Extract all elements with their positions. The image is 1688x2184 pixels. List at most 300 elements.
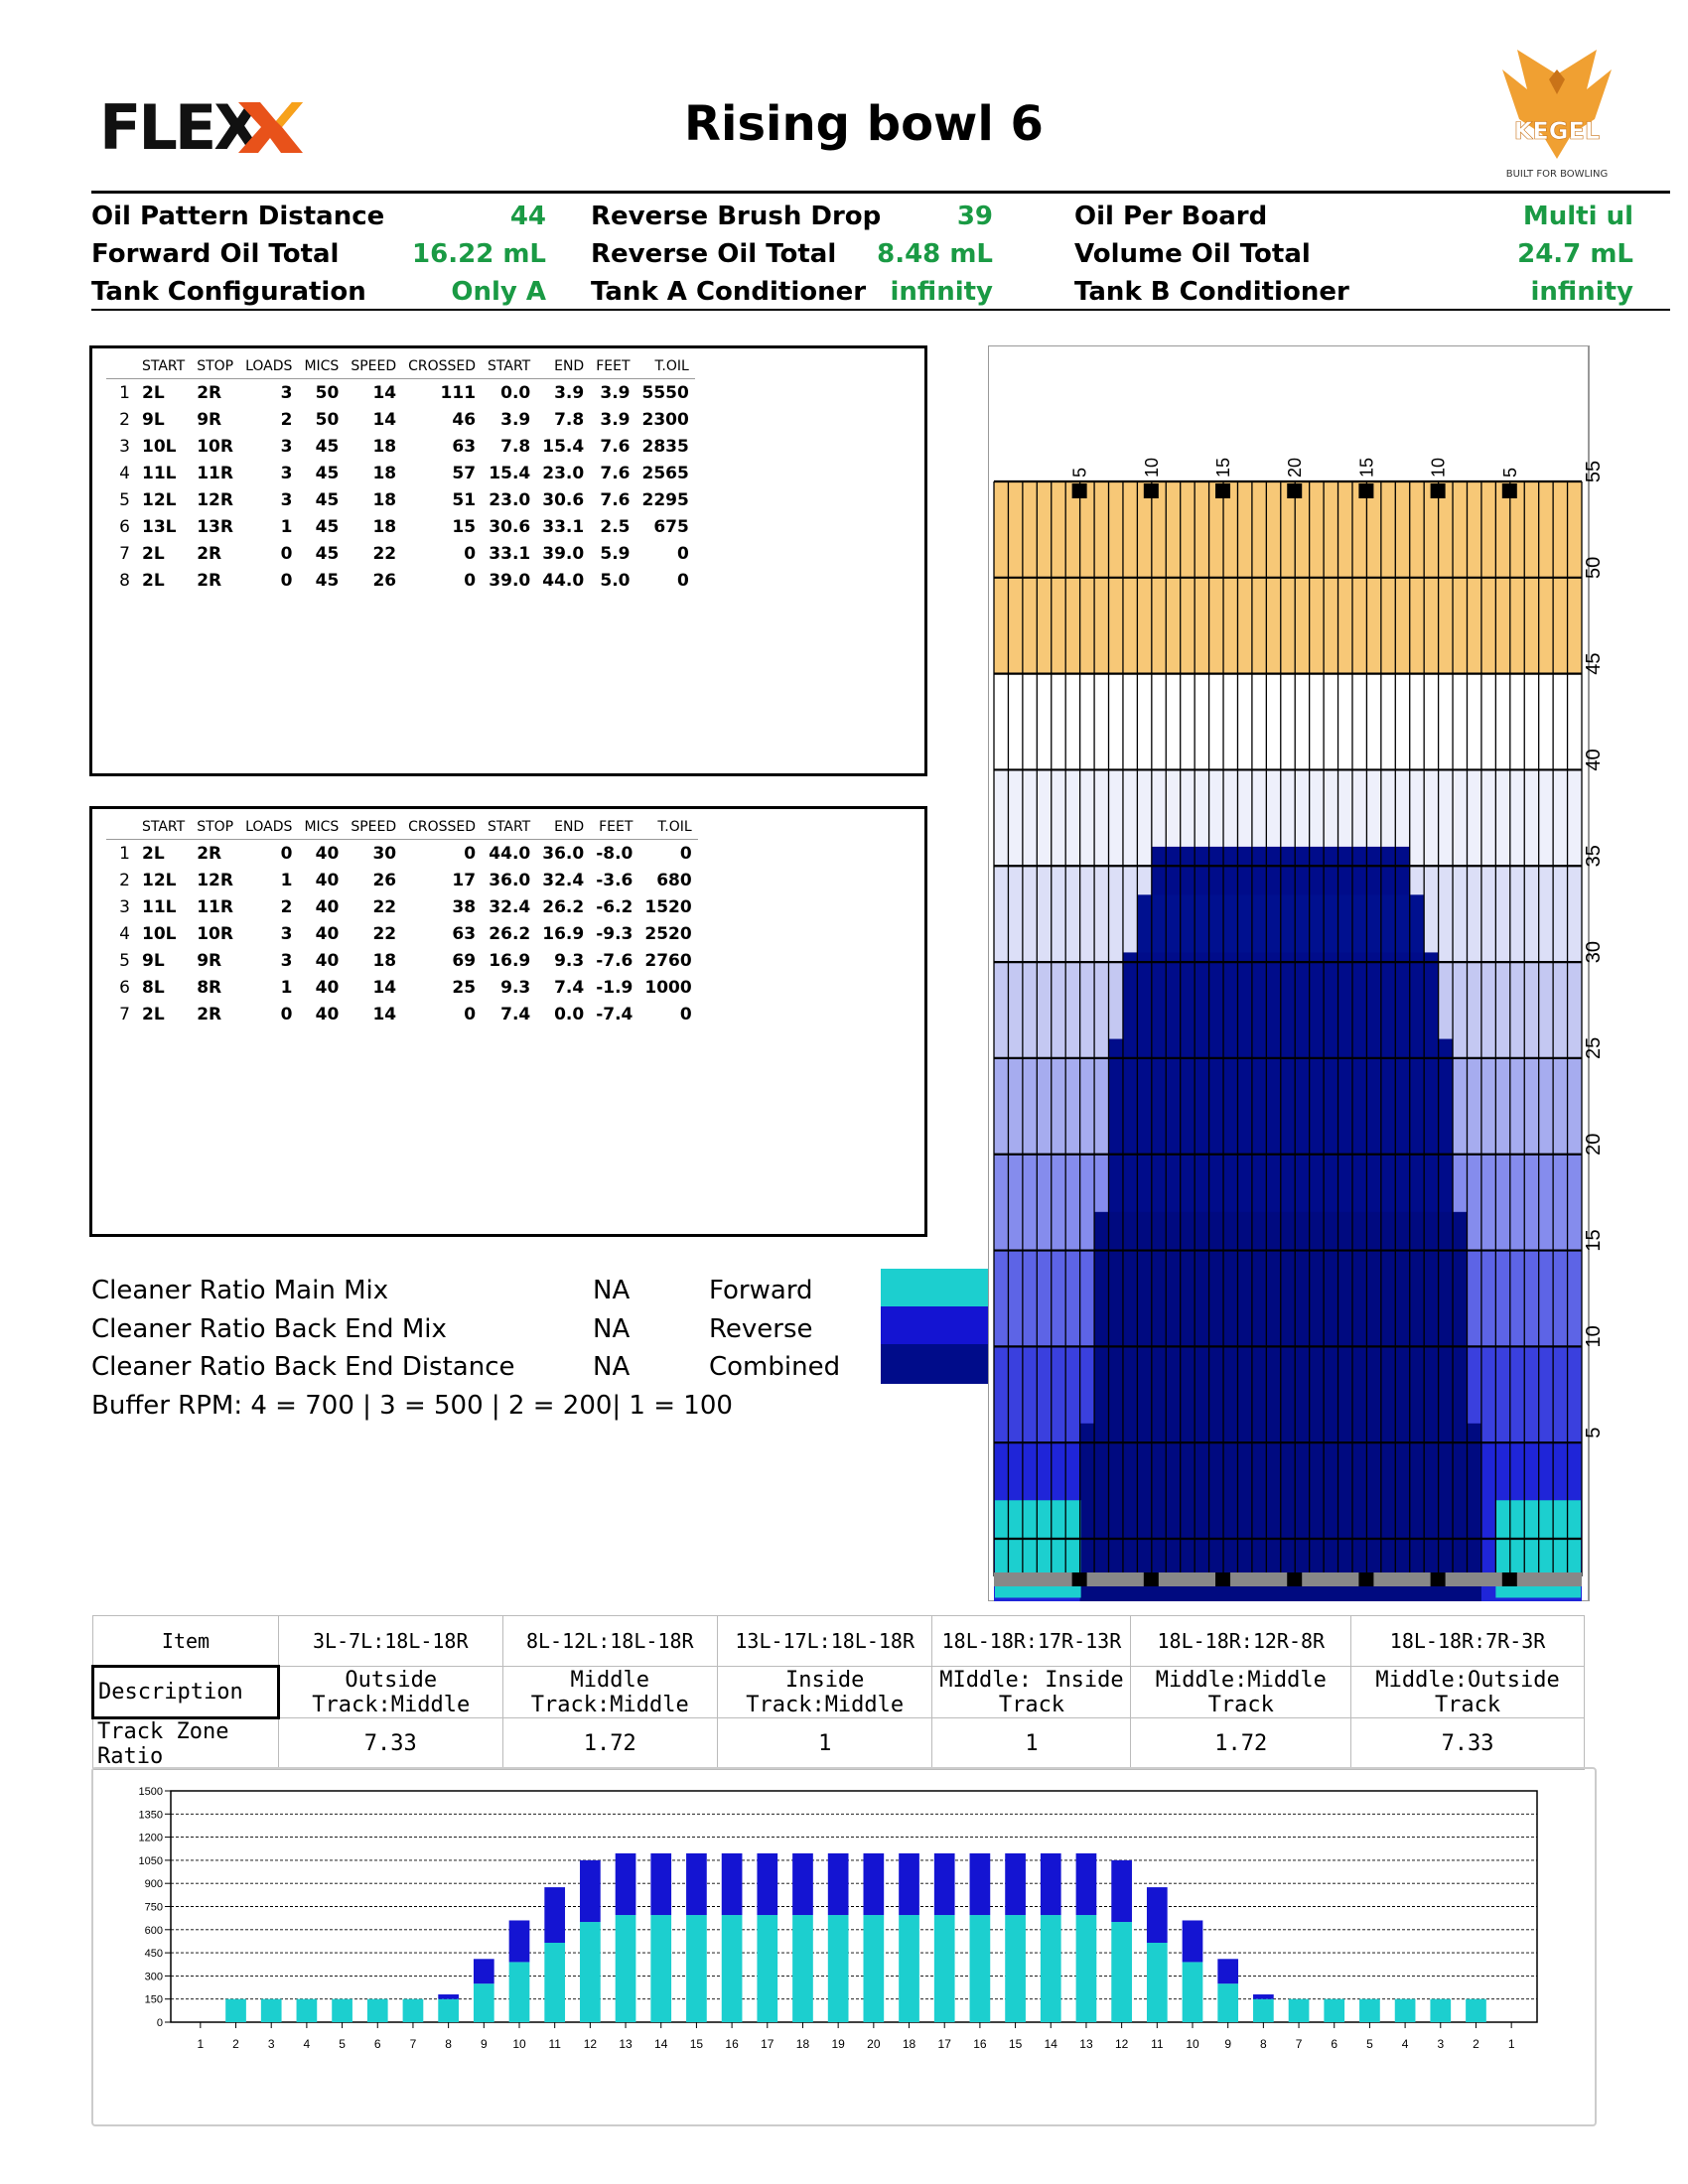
reverse-step-cell: 1000 <box>644 977 692 998</box>
reverse-step-cell: -9.3 <box>596 923 633 944</box>
bar-segment <box>403 1999 424 2022</box>
forward-header-mics: MICS <box>298 354 345 379</box>
reverse-header-speed: SPEED <box>345 815 402 840</box>
forward-step-cell: 3.9 <box>500 409 531 430</box>
forward-step-cell: 18 <box>372 489 397 510</box>
reverse-step-cell: 32.4 <box>489 896 531 917</box>
bar-segment <box>828 1853 849 1915</box>
cleaner-back-end-mix-value: NA <box>593 1313 631 1344</box>
reverse-step-cell: 2760 <box>644 950 692 971</box>
forward-step-cell: 7.6 <box>600 463 631 483</box>
forward-step-row <box>106 406 695 433</box>
forward-step-cell: 5.9 <box>600 543 631 564</box>
forward-step-cell: 13R <box>197 516 233 537</box>
reverse-step-cell: 6 <box>119 977 130 998</box>
bar-y-tick-label: 1050 <box>138 1854 163 1867</box>
reverse-step-cell: 36.0 <box>542 843 585 864</box>
bar-segment <box>509 1962 530 2022</box>
reverse-step-cell: 22 <box>372 923 397 944</box>
forward-step-cell: 45 <box>315 463 340 483</box>
forward-step-cell: 18 <box>372 463 397 483</box>
bar-segment <box>616 1853 636 1915</box>
reverse-brush-drop-label: Reverse Brush Drop <box>591 202 882 231</box>
forward-step-cell: 39.0 <box>542 543 585 564</box>
bar-segment <box>1111 1860 1132 1922</box>
lane-arrow-marker <box>1502 483 1517 498</box>
lane-dot-marker <box>1072 1572 1087 1586</box>
reverse-step-row <box>106 947 698 974</box>
forward-step-cell: 12R <box>197 489 233 510</box>
forward-header-crossed: CROSSED <box>402 354 482 379</box>
bar-segment <box>1466 1999 1486 2022</box>
reverse-step-cell: 11R <box>197 896 233 917</box>
bar-segment <box>757 1915 777 2022</box>
forward-step-cell: 6 <box>119 516 130 537</box>
bar-x-tick-label: 14 <box>1044 2037 1057 2051</box>
forward-step-cell: 18 <box>372 436 397 457</box>
reverse-step-cell: 14 <box>372 1004 397 1024</box>
reverse-step-cell: 69 <box>452 950 477 971</box>
reverse-step-cell: 3 <box>119 896 130 917</box>
bar-segment <box>934 1915 955 2022</box>
legend-reverse-label: Reverse <box>709 1313 813 1344</box>
reverse-step-cell: 25 <box>452 977 477 998</box>
forward-step-cell: 0 <box>280 570 293 591</box>
legend-forward-label: Forward <box>709 1276 813 1305</box>
reverse-step-row <box>106 893 698 920</box>
reverse-step-cell: 0 <box>464 843 477 864</box>
kegel-logo <box>1497 50 1617 184</box>
reverse-step-cell: 32.4 <box>542 870 585 890</box>
bar-segment <box>1289 1999 1310 2022</box>
legend-reverse-swatch <box>881 1306 993 1344</box>
forward-step-cell: 2295 <box>641 489 689 510</box>
bar-segment <box>544 1943 565 2022</box>
forward-step-cell: 23.0 <box>542 463 585 483</box>
bar-x-tick-label: 15 <box>1008 2037 1023 2051</box>
bar-x-tick-label: 18 <box>795 2037 810 2051</box>
reverse-step-cell: -8.0 <box>596 843 633 864</box>
reverse-header-start: START <box>136 815 191 840</box>
reverse-step-cell: 40 <box>315 1004 340 1024</box>
forward-step-cell: 44.0 <box>542 570 585 591</box>
oil-volume-bar-chart <box>93 1769 1595 2124</box>
reverse-step-cell: 38 <box>452 896 477 917</box>
track-zone-ratio-header: Track Zone Ratio <box>93 1718 279 1770</box>
bar-x-tick-label: 7 <box>1295 2037 1303 2051</box>
bar-segment <box>792 1915 813 2022</box>
bar-x-tick-label: 4 <box>303 2037 311 2051</box>
bar-segment <box>474 1983 494 2022</box>
reverse-step-cell: 9L <box>142 950 165 971</box>
reverse-brush-drop-value: 39 <box>956 202 993 231</box>
reverse-step-cell: 8L <box>142 977 165 998</box>
lane-distance-label: 10 <box>1583 1325 1605 1348</box>
forward-step-cell: 51 <box>452 489 477 510</box>
bar-segment <box>828 1915 849 2022</box>
bar-segment <box>899 1853 919 1915</box>
reverse-step-cell: 0 <box>280 843 293 864</box>
bar-x-tick-label: 8 <box>445 2037 452 2051</box>
forward-step-cell: 7 <box>119 543 130 564</box>
tank-a-conditioner-label: Tank A Conditioner <box>591 277 867 307</box>
lane-dot-marker <box>1431 1572 1446 1586</box>
forward-step-cell: 675 <box>653 516 689 537</box>
reverse-step-row <box>106 1001 698 1027</box>
volume-oil-total-label: Volume Oil Total <box>1074 239 1311 269</box>
reverse-step-cell: 9R <box>197 950 222 971</box>
lane-distance-label: 40 <box>1583 749 1605 771</box>
forward-step-cell: 0 <box>676 543 689 564</box>
lane-dot-marker <box>1502 1572 1517 1586</box>
lane-oil-graph <box>988 345 1623 1601</box>
volume-oil-total-value: 24.7 mL <box>1517 239 1633 269</box>
reverse-step-cell: 11L <box>142 896 177 917</box>
reverse-step-cell: -1.9 <box>596 977 633 998</box>
legend-combined-swatch <box>881 1344 993 1384</box>
bar-x-tick-label: 11 <box>1151 2037 1164 2051</box>
reverse-step-cell: 44.0 <box>489 843 531 864</box>
forward-header-speed: SPEED <box>345 354 402 379</box>
flex-logo-text: FLEX <box>99 97 259 157</box>
tank-configuration-value: Only A <box>451 277 546 307</box>
lane-board-label: 5 <box>1069 467 1090 478</box>
forward-step-cell: 7.8 <box>500 436 531 457</box>
bar-segment <box>1147 1943 1168 2022</box>
reverse-step-cell: 9.3 <box>500 977 531 998</box>
bar-segment <box>1324 1999 1344 2022</box>
header-rule <box>91 191 1670 194</box>
bar-segment <box>225 1999 246 2022</box>
bar-x-tick-label: 12 <box>583 2037 598 2051</box>
lane-arrow-marker <box>1287 483 1302 498</box>
legend-combined-label: Combined <box>709 1352 841 1382</box>
forward-oil-total-label: Forward Oil Total <box>91 239 340 269</box>
bar-segment <box>332 1999 352 2022</box>
bar-segment <box>1183 1920 1203 1962</box>
forward-step-cell: 45 <box>315 543 340 564</box>
bar-segment <box>1005 1915 1026 2022</box>
bar-x-tick-label: 2 <box>232 2037 239 2051</box>
reverse-step-cell: 40 <box>315 923 340 944</box>
track-zone-ratio-cell: 7.33 <box>279 1718 503 1770</box>
reverse-step-cell: 680 <box>656 870 692 890</box>
reverse-header-crossed: CROSSED <box>402 815 482 840</box>
forward-step-cell: 3 <box>280 382 293 403</box>
forward-step-cell: 2R <box>197 382 222 403</box>
lane-distance-label: 25 <box>1583 1036 1605 1060</box>
bar-segment <box>616 1915 636 2022</box>
bar-segment <box>757 1853 777 1915</box>
forward-step-cell: 7.6 <box>600 489 631 510</box>
bar-x-tick-label: 12 <box>1114 2037 1129 2051</box>
bar-x-tick-label: 11 <box>548 2037 561 2051</box>
track-zone-ratio-cell: 7.33 <box>1351 1718 1585 1770</box>
forward-step-cell: 8 <box>119 570 130 591</box>
bar-x-tick-label: 9 <box>1224 2037 1232 2051</box>
track-zone-item-cell: 8L-12L:18L-18R <box>502 1616 717 1667</box>
forward-step-cell: 45 <box>315 489 340 510</box>
reverse-step-cell: 3 <box>280 950 293 971</box>
reverse-steps-panel <box>89 806 927 1237</box>
bar-segment <box>863 1915 884 2022</box>
reverse-oil-total-label: Reverse Oil Total <box>591 239 837 269</box>
bar-segment <box>792 1853 813 1915</box>
lane-board-label: 15 <box>1356 457 1377 478</box>
forward-step-cell: 2.5 <box>600 516 631 537</box>
forward-step-cell: 7.6 <box>600 436 631 457</box>
forward-step-cell: 15 <box>452 516 477 537</box>
reverse-oil-total-value: 8.48 mL <box>877 239 993 269</box>
bar-segment <box>580 1922 601 2022</box>
reverse-step-cell: 8R <box>197 977 222 998</box>
forward-step-cell: 3.9 <box>600 382 631 403</box>
buffer-rpm-text: Buffer RPM: 4 = 700 | 3 = 500 | 2 = 200| 1 = 100 <box>91 1390 733 1421</box>
reverse-step-cell: 2L <box>142 843 165 864</box>
bar-segment <box>544 1887 565 1943</box>
forward-step-cell: 5 <box>119 489 130 510</box>
bar-x-tick-label: 9 <box>480 2037 488 2051</box>
legend-forward-swatch <box>881 1269 993 1306</box>
forward-header-stop: STOP <box>191 354 239 379</box>
reverse-step-cell: 1520 <box>644 896 692 917</box>
track-zone-item-cell: 3L-7L:18L-18R <box>279 1616 503 1667</box>
track-zone-item-cell: 18L-18R:17R-13R <box>932 1616 1131 1667</box>
forward-step-cell: 39.0 <box>489 570 531 591</box>
forward-step-cell: 10R <box>197 436 233 457</box>
description-header[interactable]: Description <box>93 1667 279 1718</box>
reverse-step-cell: 26.2 <box>489 923 531 944</box>
forward-step-cell: 3 <box>280 436 293 457</box>
reverse-step-cell: 16.9 <box>489 950 531 971</box>
track-zone-description-cell: Outside Track:Middle <box>279 1667 503 1718</box>
reverse-step-cell: 10R <box>197 923 233 944</box>
forward-step-row <box>106 567 695 594</box>
reverse-step-cell: 36.0 <box>489 870 531 890</box>
reverse-step-cell: 0 <box>679 1004 692 1024</box>
bar-x-tick-label: 7 <box>409 2037 417 2051</box>
forward-header-end: END <box>536 354 590 379</box>
lane-arrow-marker <box>1144 483 1159 498</box>
bar-segment <box>1041 1915 1061 2022</box>
forward-step-cell: 0.0 <box>500 382 531 403</box>
forward-step-cell: 111 <box>440 382 477 403</box>
reverse-step-cell: 14 <box>372 977 397 998</box>
forward-step-cell: 2R <box>197 543 222 564</box>
reverse-step-cell: 26 <box>372 870 397 890</box>
bar-y-tick-label: 0 <box>156 2017 163 2029</box>
lane-distance-label: 55 <box>1583 460 1605 483</box>
cleaner-back-end-distance-label: Cleaner Ratio Back End Distance <box>91 1352 515 1382</box>
forward-step-cell: 0 <box>464 543 477 564</box>
forward-step-cell: 4 <box>119 463 130 483</box>
forward-step-cell: 33.1 <box>489 543 531 564</box>
bar-segment <box>509 1920 530 1962</box>
bar-x-tick-label: 13 <box>619 2037 633 2051</box>
bar-segment <box>970 1915 991 2022</box>
forward-step-row <box>106 379 695 407</box>
reverse-header-feet: FEET <box>590 815 638 840</box>
forward-step-cell: 45 <box>315 516 340 537</box>
reverse-step-cell: 7.4 <box>500 1004 531 1024</box>
bar-segment <box>899 1915 919 2022</box>
forward-step-cell: 18 <box>372 516 397 537</box>
reverse-step-row <box>106 974 698 1001</box>
bar-x-tick-label: 8 <box>1260 2037 1267 2051</box>
kegel-tagline: BUILT FOR BOWLING <box>1505 169 1609 180</box>
forward-step-cell: 2 <box>280 409 293 430</box>
reverse-step-cell: 5 <box>119 950 130 971</box>
bar-y-tick-label: 600 <box>144 1924 163 1937</box>
bar-x-tick-label: 5 <box>1366 2037 1373 2051</box>
reverse-step-cell: 1 <box>119 843 130 864</box>
forward-header-start: START <box>136 354 191 379</box>
reverse-step-cell: 16.9 <box>542 923 585 944</box>
bar-x-tick-label: 6 <box>1331 2037 1338 2051</box>
reverse-step-cell: -6.2 <box>596 896 633 917</box>
reverse-step-cell: 10L <box>142 923 177 944</box>
forward-step-cell: 3.9 <box>600 409 631 430</box>
bar-segment <box>934 1853 955 1915</box>
page-title: Rising bowl 6 <box>684 96 1044 152</box>
lane-distance-label: 30 <box>1583 940 1605 964</box>
forward-step-cell: 3 <box>280 463 293 483</box>
lane-arrow-marker <box>1358 483 1373 498</box>
reverse-step-cell: 7.4 <box>554 977 585 998</box>
oil-per-board-value: Multi ul <box>1522 202 1633 231</box>
forward-step-cell: 46 <box>452 409 477 430</box>
bar-segment <box>1183 1962 1203 2022</box>
lane-distance-label: 15 <box>1583 1229 1605 1252</box>
bar-segment <box>1217 1959 1238 1983</box>
cleaner-main-mix-value: NA <box>593 1276 631 1305</box>
forward-step-cell: 30.6 <box>542 489 585 510</box>
forward-step-cell: 30.6 <box>489 516 531 537</box>
bar-segment <box>1253 1999 1274 2022</box>
bar-segment <box>1147 1887 1168 1943</box>
forward-step-cell: 50 <box>315 409 340 430</box>
forward-steps-panel <box>89 345 927 776</box>
bar-x-tick-label: 5 <box>339 2037 346 2051</box>
lane-board-label: 10 <box>1428 457 1449 478</box>
reverse-header-stop: STOP <box>191 815 239 840</box>
track-zone-description-cell: Inside Track:Middle <box>717 1667 931 1718</box>
bar-segment <box>438 1994 459 1999</box>
bar-x-tick-label: 10 <box>1186 2037 1199 2051</box>
forward-step-cell: 33.1 <box>542 516 585 537</box>
forward-step-cell: 13L <box>142 516 177 537</box>
bar-y-tick-label: 1200 <box>138 1832 163 1844</box>
forward-step-row <box>106 513 695 540</box>
bar-segment <box>686 1853 707 1915</box>
forward-step-cell: 2L <box>142 543 165 564</box>
bar-segment <box>1430 1999 1451 2022</box>
reverse-step-cell: -7.4 <box>596 1004 633 1024</box>
bar-x-tick-label: 6 <box>373 2037 381 2051</box>
bar-x-tick-label: 10 <box>512 2037 526 2051</box>
track-zone-item-cell: 18L-18R:7R-3R <box>1351 1616 1585 1667</box>
oil-per-board-label: Oil Per Board <box>1074 202 1268 231</box>
forward-step-cell: 1 <box>119 382 130 403</box>
forward-step-cell: 0 <box>676 570 689 591</box>
track-zone-description-cell: Middle:Outside Track <box>1351 1667 1585 1718</box>
forward-step-cell: 3 <box>280 489 293 510</box>
bar-segment <box>722 1853 743 1915</box>
reverse-header-end: END <box>536 815 590 840</box>
forward-step-cell: 5550 <box>641 382 689 403</box>
forward-step-cell: 14 <box>372 409 397 430</box>
reverse-step-row <box>106 840 698 868</box>
reverse-step-cell: 0.0 <box>554 1004 585 1024</box>
reverse-step-cell: 9.3 <box>554 950 585 971</box>
forward-step-cell: 11L <box>142 463 177 483</box>
bar-x-tick-label: 1 <box>197 2037 205 2051</box>
lane-board-label: 10 <box>1141 457 1162 478</box>
forward-step-row <box>106 540 695 567</box>
bar-segment <box>474 1959 494 1983</box>
lane-distance-label: 35 <box>1583 845 1605 868</box>
lane-arrow-marker <box>1072 483 1087 498</box>
reverse-header-loads: LOADS <box>239 815 298 840</box>
bar-segment <box>1217 1983 1238 2022</box>
bar-segment <box>580 1860 601 1922</box>
forward-step-cell: 0 <box>464 570 477 591</box>
lane-arrow-marker <box>1431 483 1446 498</box>
forward-step-cell: 9L <box>142 409 165 430</box>
reverse-step-cell: 63 <box>452 923 477 944</box>
bar-x-tick-label: 16 <box>973 2037 987 2051</box>
reverse-step-cell: 12L <box>142 870 177 890</box>
forward-header-start: START <box>482 354 536 379</box>
bar-x-tick-label: 20 <box>867 2037 881 2051</box>
reverse-step-cell: 0 <box>464 1004 477 1024</box>
bar-x-tick-label: 2 <box>1473 2037 1479 2051</box>
track-zone-description-cell: MIddle: Inside Track <box>932 1667 1131 1718</box>
bar-y-tick-label: 300 <box>144 1971 163 1983</box>
track-zone-table <box>91 1615 1585 1770</box>
forward-header-loads: LOADS <box>239 354 298 379</box>
forward-step-cell: 3.9 <box>554 382 585 403</box>
reverse-step-cell: 2R <box>197 843 222 864</box>
reverse-step-cell: 40 <box>315 870 340 890</box>
reverse-step-cell: 40 <box>315 843 340 864</box>
oil-pattern-distance-label: Oil Pattern Distance <box>91 202 385 231</box>
tank-a-conditioner-value: infinity <box>890 277 993 307</box>
oil-pattern-distance-value: 44 <box>509 202 546 231</box>
reverse-header-start: START <box>482 815 536 840</box>
item-header: Item <box>93 1616 279 1667</box>
forward-step-cell: 15.4 <box>542 436 585 457</box>
forward-step-cell: 2300 <box>641 409 689 430</box>
forward-step-cell: 26 <box>372 570 397 591</box>
reverse-step-cell: 0 <box>679 843 692 864</box>
reverse-steps-table <box>106 815 698 1027</box>
bar-segment <box>1041 1853 1061 1915</box>
bar-x-tick-label: 15 <box>689 2037 704 2051</box>
track-zone-description-cell: Middle:Middle Track <box>1131 1667 1351 1718</box>
lane-dot-marker <box>1358 1572 1373 1586</box>
forward-step-cell: 10L <box>142 436 177 457</box>
forward-step-row <box>106 460 695 486</box>
reverse-step-cell: 18 <box>372 950 397 971</box>
reverse-step-cell: 4 <box>119 923 130 944</box>
reverse-step-cell: 7 <box>119 1004 130 1024</box>
reverse-header-toil: T.OIL <box>638 815 697 840</box>
reverse-step-cell: 22 <box>372 896 397 917</box>
reverse-step-cell: 1 <box>280 977 293 998</box>
lane-distance-label: 45 <box>1583 652 1605 675</box>
reverse-step-row <box>106 920 698 947</box>
